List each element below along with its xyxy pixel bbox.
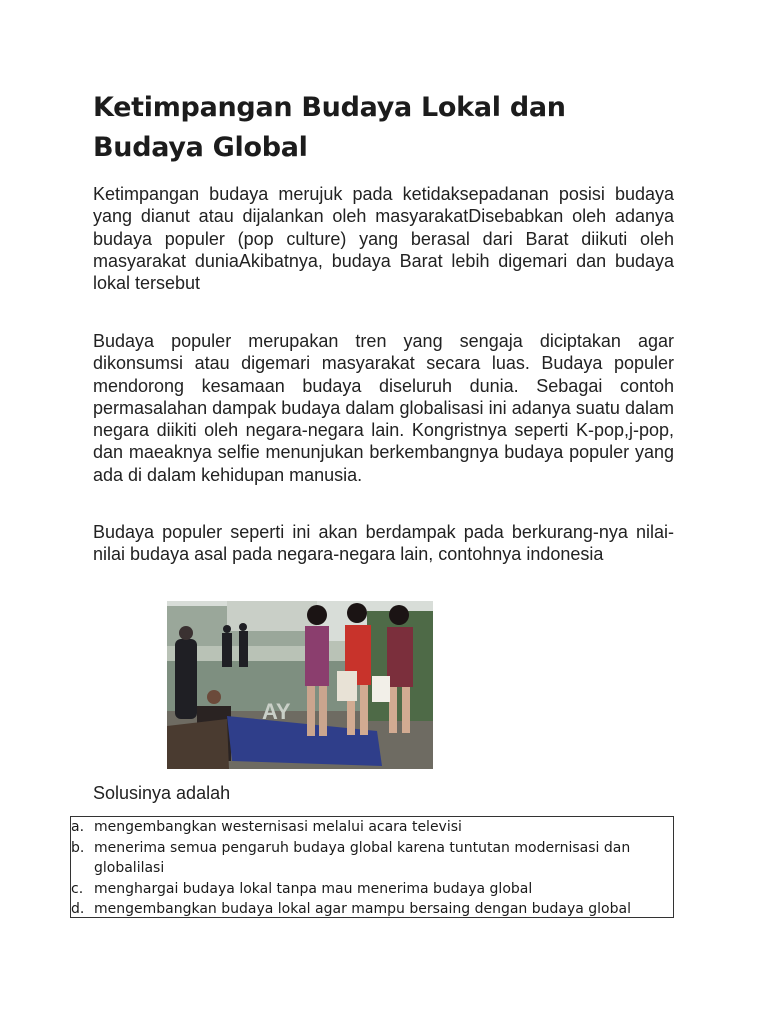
option-b: [71, 838, 673, 879]
paragraph-2: Budaya populer merupakan tren yang sengaja diciptakan agar dikonsumsi atau digemari masyarakat secara luas. Budaya populer mendorong kesamaan budaya diseluruh dunia. Sebagai contoh permasalahan dampak budaya dalam globalisasi ini adanya suatu dalam negara diikiti oleh negara-negara lain. Kongristnya seperti K-pop,j-pop, dan maeaknya selfie menunjukan berkembangnya budaya populer yang ada di dalam kehidupan manusia.: [93, 331, 674, 485]
options-box: [70, 816, 674, 918]
illustration-photo: [167, 601, 433, 769]
option-text: mengembangkan budaya lokal agar mampu bersaing dengan budaya global: [94, 901, 631, 917]
paragraph-3: Budaya populer seperti ini akan berdampak pada berkurang-nya nilai-nilai budaya asal pada negara-negara lain, contohnya indonesia: [93, 522, 674, 565]
option-letter: b.: [71, 839, 85, 856]
option-letter: a.: [71, 819, 85, 835]
option-letter: c.: [71, 880, 84, 897]
option-letter: d.: [71, 901, 85, 917]
option-d: [71, 899, 673, 920]
paragraph-1: Ketimpangan budaya merujuk pada ketidaksepadanan posisi budaya yang dianut atau dijalankan oleh masyarakatDisebabkan oleh adanya budaya populer (pop culture) yang berasal dari Barat diikuti oleh masyarakat duniaAkibatnya, budaya Barat lebih digemari dan budaya lokal tersebut: [93, 184, 674, 294]
option-a: [71, 817, 673, 838]
option-text: menghargai budaya lokal tanpa mau menerima budaya global: [94, 880, 533, 897]
cart-text: AY: [262, 699, 291, 724]
option-text: mengembangkan westernisasi melalui acara televisi: [94, 819, 462, 835]
solution-heading: Solusinya adalah: [93, 783, 231, 803]
option-text: menerima semua pengaruh budaya global karena tuntutan modernisasi dan globalilasi: [94, 839, 631, 876]
page-title: Ketimpangan Budaya Lokal dan Budaya Global: [93, 92, 566, 163]
option-c: [71, 879, 673, 900]
